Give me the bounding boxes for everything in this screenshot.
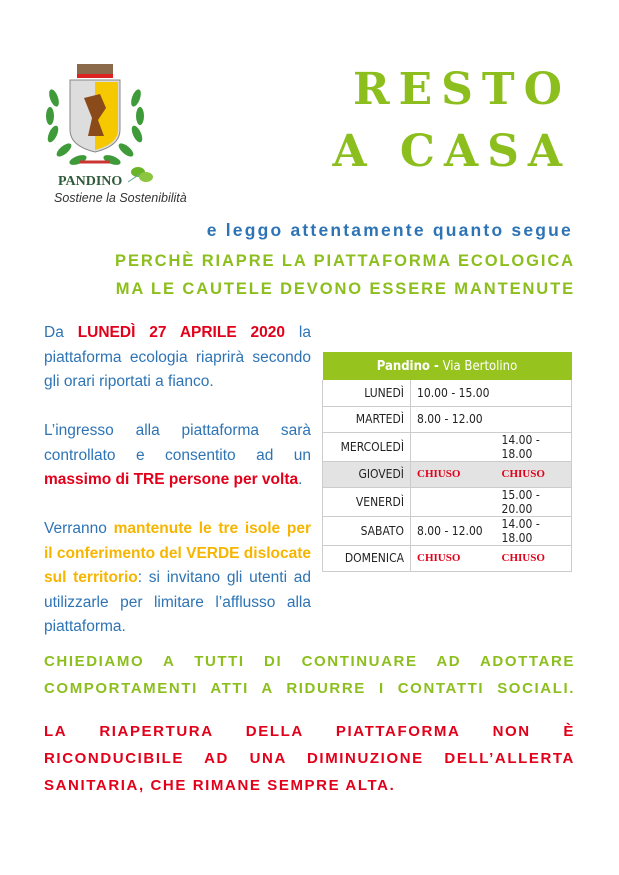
schedule-row <box>323 380 572 406</box>
max-people: massimo di TRE persone per volta <box>44 471 299 488</box>
morning-hours-cell: 8.00 - 12.00 <box>411 516 496 545</box>
day-cell: LUNEDÌ <box>323 380 411 406</box>
header-town: Pandino - <box>376 358 439 374</box>
text: : si invitano gli utenti ad utilizzarle per limitare l’afflusso alla piattaforma. <box>44 569 312 635</box>
morning-hours-cell: 10.00 - 15.00 <box>411 380 496 406</box>
schedule-row <box>323 545 572 571</box>
afternoon-hours-cell: 15.00 - 20.00 <box>496 487 572 516</box>
headline-line-1: PERCHÈ RIAPRE LA PIATTAFORMA ECOLOGICA <box>115 252 575 270</box>
schedule-table <box>322 352 572 572</box>
day-cell: MARTEDÌ <box>323 406 411 432</box>
leaf-icon <box>128 164 154 184</box>
afternoon-hours-cell: 14.00 - 18.00 <box>496 432 572 461</box>
slogan: Sostiene la Sostenibilità <box>54 191 187 205</box>
town-name: PANDINO <box>58 174 123 189</box>
afternoon-hours-cell: CHIUSO <box>496 545 572 571</box>
schedule-header <box>323 352 572 380</box>
day-cell: VENERDÌ <box>323 487 411 516</box>
green-islands: mantenute le tre isole per il conferimento del VERDE dislocate sul territorio <box>44 520 312 586</box>
morning-hours-cell: 8.00 - 12.00 <box>411 406 496 432</box>
warning-text: LA RIAPERTURA DELLA PIATTAFORMA NON È RICONDUCIBILE AD UNA DIMINUZIONE DELL’ALLERTA SANITARIA, CHE RIMANE SEMPRE ALTA. <box>44 723 575 794</box>
day-cell: SABATO <box>323 516 411 545</box>
morning-hours-cell: CHIUSO <box>411 545 496 571</box>
afternoon-hours-cell <box>496 380 572 406</box>
paragraph-access <box>44 419 311 493</box>
lead-text: e leggo attentamente quanto segue <box>206 220 573 240</box>
schedule-row <box>323 487 572 516</box>
text: . <box>298 471 303 488</box>
morning-hours-cell: CHIUSO <box>411 461 496 487</box>
text: Verranno <box>44 520 114 537</box>
afternoon-hours-cell: 14.00 - 18.00 <box>496 516 572 545</box>
coat-of-arms-logo <box>40 58 150 173</box>
paragraph-green-islands <box>44 517 311 640</box>
header-address: Via Bertolino <box>438 358 518 374</box>
title-line-2: A CASA <box>332 126 571 177</box>
title-line-1: RESTO <box>353 64 571 115</box>
morning-hours-cell <box>411 487 496 516</box>
appeal-text: CHIEDIAMO A TUTTI DI CONTINUARE AD ADOTTARE COMPORTAMENTI ATTI A RIDURRE I CONTATTI SOCIALI. <box>44 653 575 697</box>
text: Da <box>44 324 78 341</box>
text: la piattaforma ecologia riaprirà secondo gli orari riportati a fianco. <box>44 324 311 390</box>
reopen-date: LUNEDÌ 27 APRILE 2020 <box>77 324 286 341</box>
morning-hours-cell <box>411 432 496 461</box>
day-cell: DOMENICA <box>323 545 411 571</box>
schedule-row <box>323 432 572 461</box>
text: L’ingresso alla piattaforma sarà controllato e consentito ad un <box>44 422 311 464</box>
schedule-row <box>323 406 572 432</box>
afternoon-hours-cell: CHIUSO <box>496 461 572 487</box>
paragraph-reopening <box>44 321 311 395</box>
schedule-row <box>323 516 572 545</box>
day-cell: MERCOLEDÌ <box>323 432 411 461</box>
headline-line-2: MA LE CAUTELE DEVONO ESSERE MANTENUTE <box>115 280 575 298</box>
afternoon-hours-cell <box>496 406 572 432</box>
day-cell: GIOVEDÌ <box>323 461 411 487</box>
schedule-row <box>323 461 572 487</box>
body-text <box>44 321 311 664</box>
